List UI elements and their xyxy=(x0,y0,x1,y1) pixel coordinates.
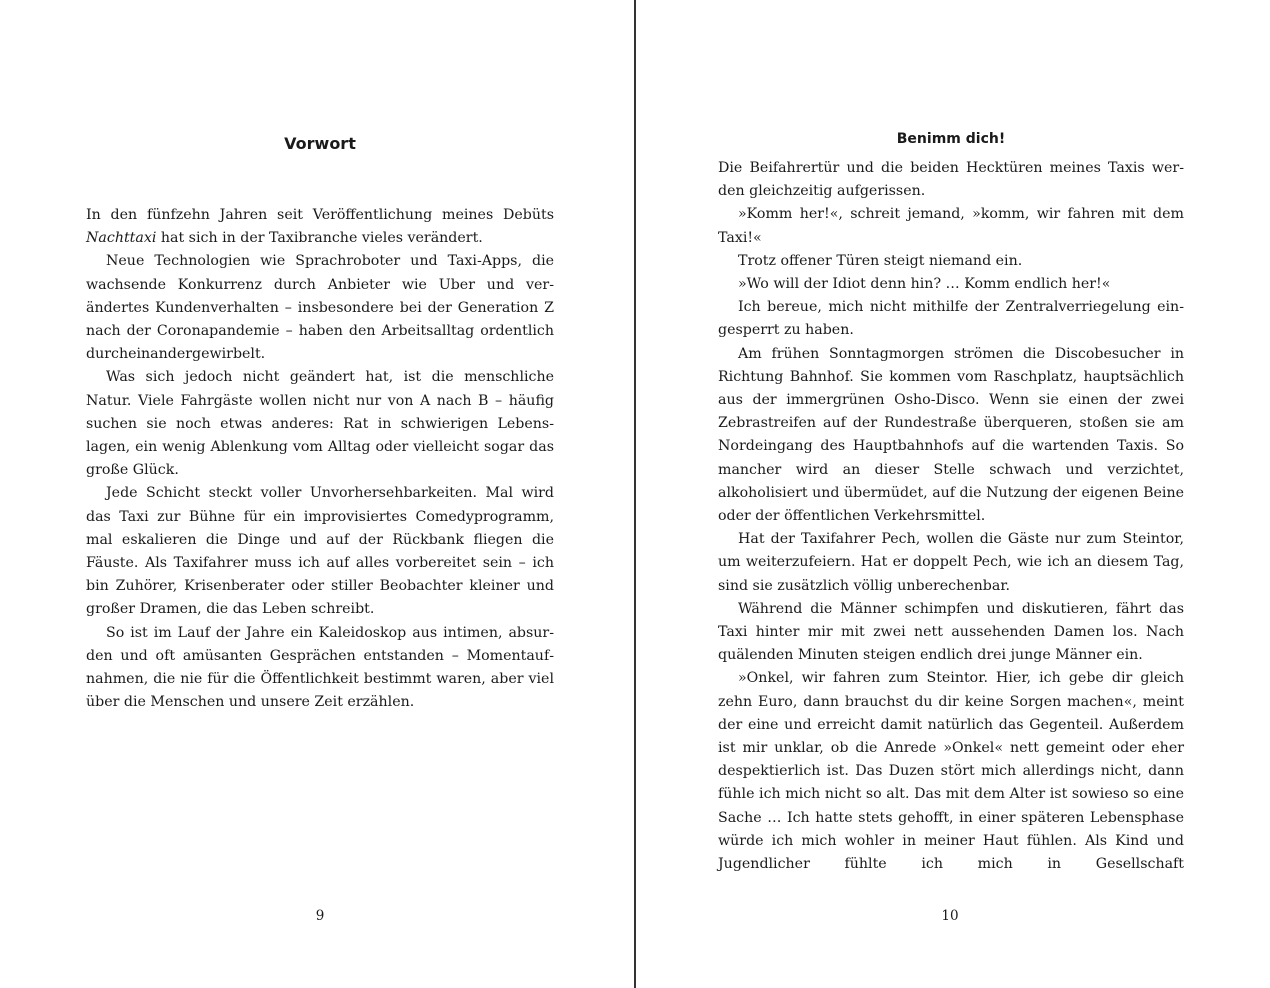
right-page xyxy=(636,0,1270,988)
paragraph: Jede Schicht steckt voller Unvorhersehbarkeiten. Mal wird das Taxi zur Bühne für ein improvisiertes Comedyprogramm, mal eskalieren die Dinge und auf der Rückbank fliegen die Fäuste. Als Taxifahrer muss ich auf alles vorbereitet sein – ich bin Zuhörer, Krisenberater oder stiller Beobachter kleiner und großer Dramen, die das Leben schreibt. xyxy=(86,485,554,618)
paragraph: Ich bereue, mich nicht mithilfe der Zentralverriegelung eingesperrt zu haben. xyxy=(718,299,1184,339)
left-page xyxy=(0,0,634,988)
paragraph: Während die Männer schimpfen und diskutieren, fährt das Taxi hinter mir mit zwei nett aussehenden Damen los. Nach quälenden Minuten steigen endlich drei junge Männer ein. xyxy=(718,600,1184,664)
paragraph: »Onkel, wir fahren zum Steintor. Hier, ich gebe dir gleich zehn Euro, dann brauchst du dir keine Sorgen machen«, meint der eine und erreicht damit natürlich das Gegenteil. Außerdem ist mir unklar, ob die Anrede »Onkel« nett gemeint oder eher despektierlich ist. Das Duzen stört mich allerdings nicht, dann fühle ich mich nicht so alt. Das mit dem Alter ist sowieso so eine Sache … Ich hatte stets gehofft, in einer späteren Lebensphase würde ich mich wohler in meiner Haut fühlen. Als Kind und Jugendlicher fühlte ich mich in Gesellschaft xyxy=(718,670,1184,873)
chapter-heading-vorwort: Vorwort xyxy=(284,134,356,153)
paragraph: »Wo will der Idiot denn hin? … Komm endlich her!« xyxy=(738,276,1111,293)
book-title-italic: Nachttaxi xyxy=(86,230,157,247)
chapter-heading-benimm-dich: Benimm dich! xyxy=(896,131,1006,147)
page-number-left: 9 xyxy=(315,908,325,924)
paragraph: Die Beifahrertür und die beiden Hecktüren meines Taxis werden gleichzeitig aufgerissen. xyxy=(718,160,1184,200)
paragraph: Am frühen Sonntagmorgen strömen die Discobesucher in Richtung Bahnhof. Sie kommen vom Raschplatz, hauptsächlich aus der immergrünen Osho-Disco. Wenn sie einen der zwei Zebrastreifen auf der Rundestraße überqueren, stoßen sie am Nordeingang des Hauptbahnhofs auf die wartenden Taxis. So mancher wird an dieser Stelle schwach und verzichtet, alkoholisiert und übermüdet, auf die Nutzung der eigenen Beine oder der öffentlichen Verkehrsmittel. xyxy=(718,345,1184,525)
paragraph: Hat der Taxifahrer Pech, wollen die Gäste nur zum Steintor, um weiterzufeiern. Hat er doppelt Pech, wie ich an diesem Tag, sind sie zusätzlich völlig unberechenbar. xyxy=(718,531,1184,594)
page-number-right: 10 xyxy=(941,908,959,924)
paragraph: So ist im Lauf der Jahre ein Kaleidoskop aus intimen, absurden und oft amüsanten Gesprächen entstanden – Momentaufnahmen, die nie für die Öffentlichkeit bestimmt waren, aber viel über die Menschen und unsere Zeit erzählen. xyxy=(86,624,554,711)
paragraph: Was sich jedoch nicht geändert hat, ist die menschliche Natur. Viele Fahrgäste wollen nicht nur von A nach B – häufig suchen sie noch etwas anderes: Rat in schwierigen Lebenslagen, ein wenig Ablenkung vom Alltag oder vielleicht sogar das große Glück. xyxy=(86,369,554,479)
paragraph xyxy=(86,204,554,250)
paragraph: »Komm her!«, schreit jemand, »komm, wir fahren mit dem Taxi!« xyxy=(718,206,1184,246)
paragraph-text: hat sich in der Taxibranche vieles verändert. xyxy=(156,230,483,247)
paragraph: Neue Technologien wie Sprachroboter und Taxi-Apps, die wachsende Konkurrenz durch Anbieter wie Uber und verändertes Kundenverhalten – insbesondere bei der Generation Z nach der Coronapandemie – haben den Arbeitsalltag ordentlich durcheinandergewirbelt. xyxy=(86,253,554,363)
paragraph: Trotz offener Türen steigt niemand ein. xyxy=(738,252,1023,269)
left-page-body xyxy=(86,204,554,714)
right-page-body xyxy=(718,157,1184,876)
paragraph-text: In den fünfzehn Jahren seit Veröffentlichung meines Debüts xyxy=(86,207,554,223)
